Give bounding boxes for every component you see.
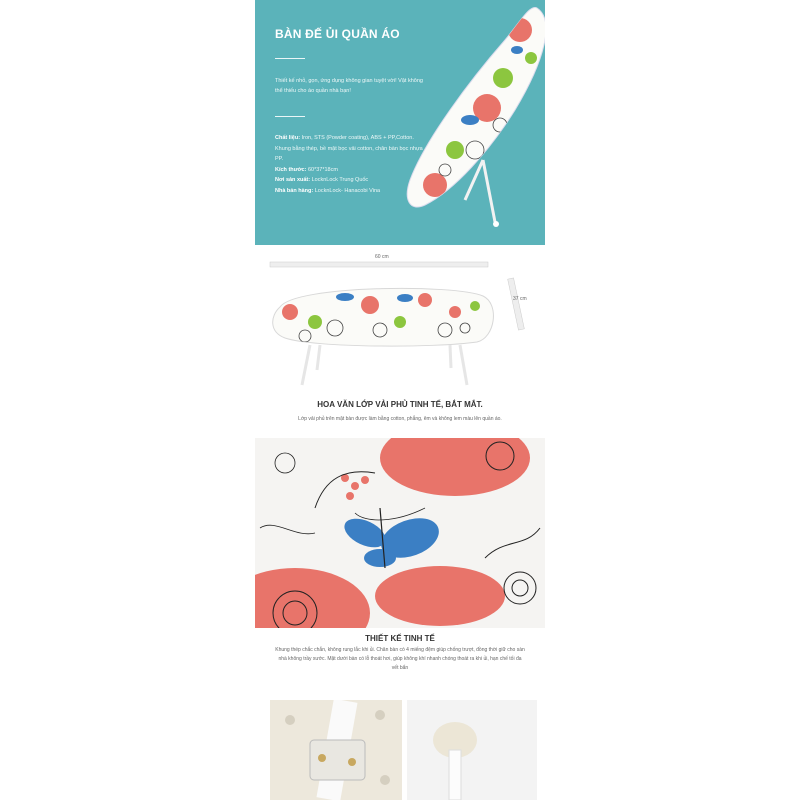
product-description-strip bbox=[255, 0, 545, 800]
spec-material: Chất liệu: Iron, STS (Powder coating), ABS + PP,Cotton. Khung bằng thép, bề mặt bọc vải cotton, chân bàn bọc nhựa PP. bbox=[275, 135, 423, 162]
spec-size: Kích thước: 60*37*18cm bbox=[275, 166, 338, 173]
board-leg bbox=[460, 345, 467, 385]
width-label: 60 cm bbox=[375, 254, 389, 260]
board-leg bbox=[302, 345, 310, 385]
leg-foot-pad-photo bbox=[407, 700, 537, 800]
board-leg bbox=[450, 345, 451, 368]
ironing-board-top bbox=[273, 288, 494, 346]
header-banner bbox=[255, 0, 545, 245]
width-dimension-bar bbox=[270, 262, 488, 267]
spec-seller: Nhà bán hàng: LocknLock- Hanacobi Vina bbox=[275, 187, 381, 194]
depth-dimension-bar bbox=[508, 278, 525, 330]
spec-origin: Nơi sản xuất: LocknLock Trung Quốc bbox=[275, 177, 369, 183]
fabric-pattern-image bbox=[255, 438, 545, 628]
design-section-desc: Khung thép chắc chắn, không rung lắc khi ủi. Chân bàn có 4 miếng đệm giúp chống trượt, đồng thời giữ cho sàn nhà không trầy xước. Mặt dưới bàn có lỗ thoát hơi, giúp không khí nhanh chóng thoát ra khi ủi, hạn chế tối đa vết bẩn bbox=[275, 647, 525, 671]
fabric-section-title: HOA VĂN LỚP VẢI PHỦ TINH TẾ, BẮT MẮT. bbox=[317, 400, 483, 409]
ironing-board-angled-image bbox=[255, 0, 545, 245]
intro-text: Thiết kế nhỏ, gọn, ứng dụng không gian tuyệt vời! Vật không thể thiếu cho áo quần nhà bạn! bbox=[275, 78, 423, 94]
depth-label: 37 cm bbox=[513, 296, 527, 302]
fabric-section-desc: Lớp vải phủ trên mặt bàn được làm bằng cotton, phẳng, êm và không lem màu lên quần áo. bbox=[298, 416, 502, 422]
product-title: BÀN ĐẾ ỦI QUẦN ÁO bbox=[275, 27, 400, 41]
design-section-title: THIẾT KẾ TINH TẾ bbox=[365, 634, 435, 643]
leg-clamp-photo bbox=[270, 700, 402, 800]
dimension-diagram bbox=[255, 250, 545, 400]
board-leg bbox=[317, 345, 320, 370]
